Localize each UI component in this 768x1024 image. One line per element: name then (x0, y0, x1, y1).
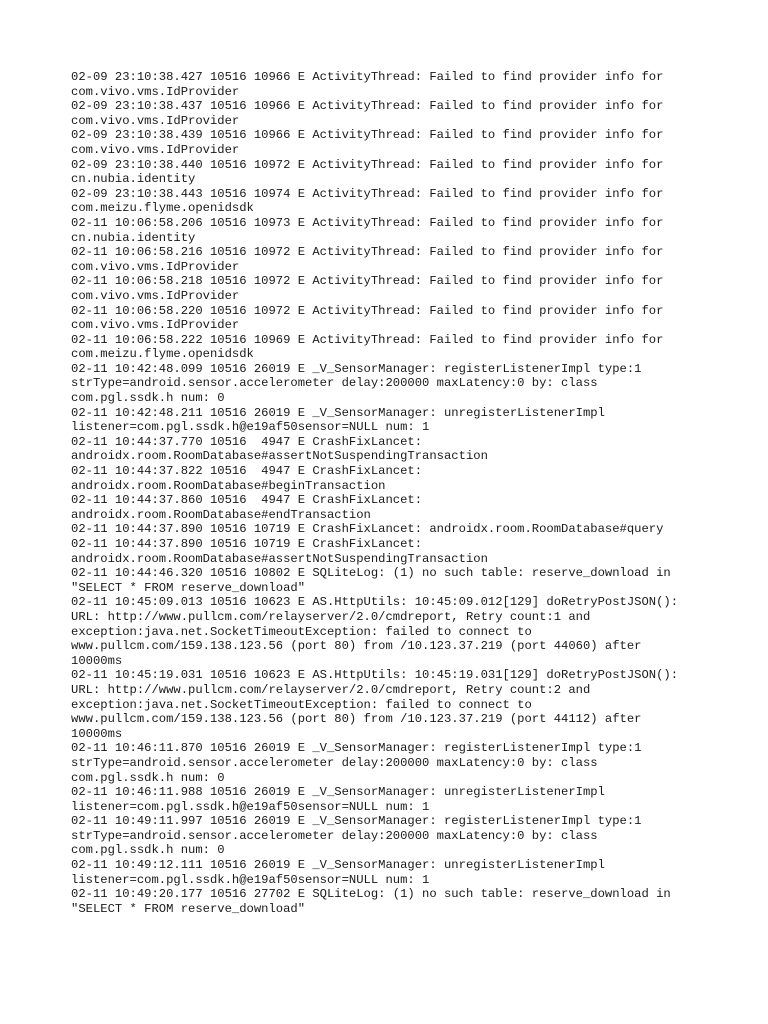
log-line: strType=android.sensor.accelerometer delay:200000 maxLatency:0 by: class (71, 755, 598, 770)
log-line: 02-11 10:06:58.220 10516 10972 E ActivityThread: Failed to find provider info for (71, 303, 664, 318)
log-line: "SELECT * FROM reserve_download" (71, 580, 306, 595)
log-line: com.vivo.vms.IdProvider (71, 84, 240, 99)
log-line: androidx.room.RoomDatabase#beginTransaction (71, 478, 386, 493)
log-line: 02-11 10:06:58.216 10516 10972 E ActivityThread: Failed to find provider info for (71, 245, 664, 260)
log-line: 02-11 10:06:58.218 10516 10972 E ActivityThread: Failed to find provider info for (71, 274, 664, 289)
log-line: com.pgl.ssdk.h num: 0 (71, 843, 225, 858)
log-line: 02-11 10:06:58.222 10516 10969 E ActivityThread: Failed to find provider info for (71, 332, 664, 347)
log-line: 02-11 10:49:20.177 10516 27702 E SQLiteLog: (1) no such table: reserve_download in (71, 887, 671, 902)
log-line: 02-11 10:44:37.770 10516 4947 E CrashFixLancet: (71, 434, 423, 449)
log-line: 02-11 10:45:19.031 10516 10623 E AS.HttpUtils: 10:45:19.031[129] doRetryPostJSON(): (71, 668, 679, 683)
log-line: 02-09 23:10:38.443 10516 10974 E ActivityThread: Failed to find provider info for (71, 186, 664, 201)
log-line: 02-11 10:44:37.860 10516 4947 E CrashFixLancet: (71, 493, 423, 508)
log-line: com.vivo.vms.IdProvider (71, 113, 240, 128)
log-line: strType=android.sensor.accelerometer delay:200000 maxLatency:0 by: class (71, 376, 598, 391)
log-line: 02-11 10:42:48.099 10516 26019 E _V_SensorManager: registerListenerImpl type:1 (71, 361, 642, 376)
log-line: androidx.room.RoomDatabase#endTransaction (71, 507, 371, 522)
log-line: listener=com.pgl.ssdk.h@e19af50sensor=NULL num: 1 (71, 420, 430, 435)
log-line: 02-09 23:10:38.440 10516 10972 E ActivityThread: Failed to find provider info for (71, 157, 664, 172)
log-line: 02-11 10:44:46.320 10516 10802 E SQLiteLog: (1) no such table: reserve_download in (71, 566, 671, 581)
log-line: androidx.room.RoomDatabase#assertNotSuspendingTransaction (71, 449, 488, 464)
log-line: 10000ms (71, 653, 123, 668)
log-line: com.vivo.vms.IdProvider (71, 142, 240, 157)
log-line: 02-11 10:44:37.890 10516 10719 E CrashFixLancet: (71, 537, 423, 551)
log-line: URL: http://www.pullcm.com/relayserver/2.0/cmdreport, Retry count:2 and (71, 682, 591, 697)
log-line: 02-09 23:10:38.439 10516 10966 E ActivityThread: Failed to find provider info for (71, 128, 664, 143)
log-line: exception:java.net.SocketTimeoutException: failed to connect to (71, 697, 532, 712)
log-line: URL: http://www.pullcm.com/relayserver/2.0/cmdreport, Retry count:1 and (71, 609, 591, 624)
log-line: listener=com.pgl.ssdk.h@e19af50sensor=NULL num: 1 (71, 872, 430, 887)
log-line: www.pullcm.com/159.138.123.56 (port 80) from /10.123.37.219 (port 44112) after (71, 712, 642, 727)
log-line: 02-11 10:46:11.988 10516 26019 E _V_SensorManager: unregisterListenerImpl (71, 785, 605, 800)
log-line: www.pullcm.com/159.138.123.56 (port 80) from /10.123.37.219 (port 44060) after (71, 639, 642, 654)
log-line: cn.nubia.identity (71, 172, 196, 187)
log-line: exception:java.net.SocketTimeoutException: failed to connect to (71, 624, 532, 639)
log-line: 02-09 23:10:38.437 10516 10966 E ActivityThread: Failed to find provider info for (71, 99, 664, 114)
log-line: com.vivo.vms.IdProvider (71, 288, 240, 303)
log-line: listener=com.pgl.ssdk.h@e19af50sensor=NULL num: 1 (71, 799, 430, 814)
log-text-block (71, 70, 711, 916)
log-line: 02-11 10:46:11.870 10516 26019 E _V_SensorManager: registerListenerImpl type:1 (71, 741, 642, 756)
log-line: 02-11 10:44:37.822 10516 4947 E CrashFixLancet: (71, 464, 423, 479)
log-line: 02-11 10:49:12.111 10516 26019 E _V_SensorManager: unregisterListenerImpl (71, 858, 605, 873)
log-line: com.vivo.vms.IdProvider (71, 259, 240, 274)
log-line: com.meizu.flyme.openidsdk (71, 201, 254, 216)
log-line: com.pgl.ssdk.h num: 0 (71, 391, 225, 406)
log-line: androidx.room.RoomDatabase#assertNotSuspendingTransaction (71, 551, 488, 566)
log-line: 10000ms (71, 726, 123, 741)
log-line: 02-11 10:49:11.997 10516 26019 E _V_SensorManager: registerListenerImpl type:1 (71, 814, 642, 829)
log-line: com.pgl.ssdk.h num: 0 (71, 770, 225, 785)
log-line: 02-11 10:44:37.890 10516 10719 E CrashFixLancet: androidx.room.RoomDatabase#query (71, 522, 664, 537)
log-line: com.meizu.flyme.openidsdk (71, 347, 254, 362)
log-line: 02-09 23:10:38.427 10516 10966 E ActivityThread: Failed to find provider info for (71, 70, 664, 84)
log-line: com.vivo.vms.IdProvider (71, 318, 240, 333)
log-line: 02-11 10:06:58.206 10516 10973 E ActivityThread: Failed to find provider info for (71, 215, 664, 230)
log-line: strType=android.sensor.accelerometer delay:200000 maxLatency:0 by: class (71, 828, 598, 843)
log-line: "SELECT * FROM reserve_download" (71, 901, 306, 916)
log-line: 02-11 10:42:48.211 10516 26019 E _V_SensorManager: unregisterListenerImpl (71, 405, 605, 420)
log-line: 02-11 10:45:09.013 10516 10623 E AS.HttpUtils: 10:45:09.012[129] doRetryPostJSON(): (71, 595, 679, 610)
log-line: cn.nubia.identity (71, 230, 196, 245)
